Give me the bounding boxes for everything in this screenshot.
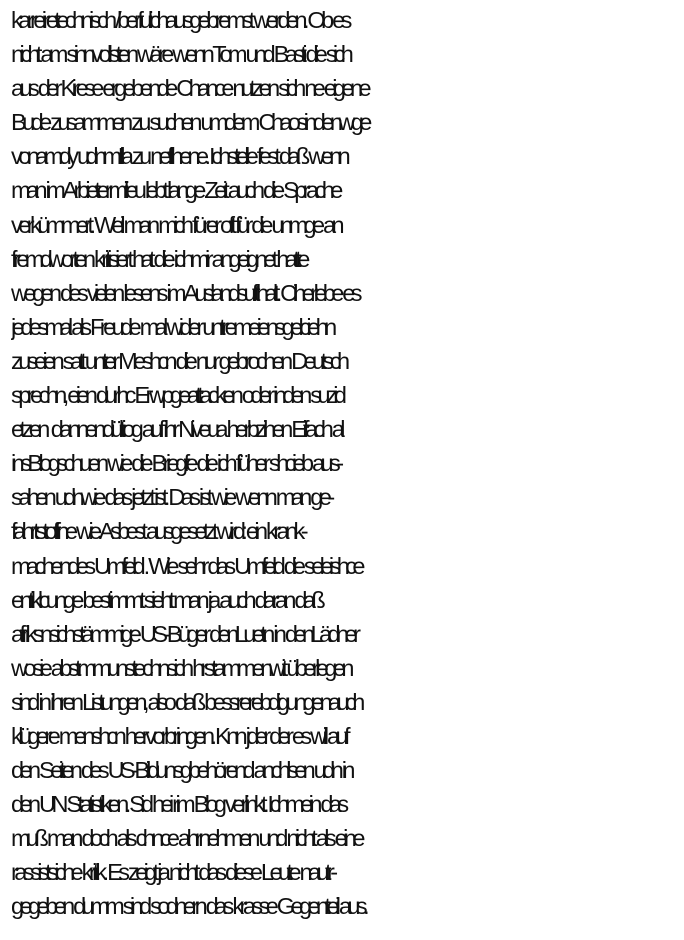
text-line: aus der Kirese ergebende Chance nutzen sich ne eigene [11, 75, 367, 102]
text-line: zuseien satt unter Meshcn die nur gebrochen Deutsch [11, 347, 346, 374]
text-line: den UN Statistiken. Sid hei rim Blog verlinkt. Ichmein das [11, 791, 345, 818]
text-line: muß man doch als chnce ahrnehmen und nicht als eine [11, 825, 361, 852]
text-line: fremdworten kritisiert hat die ichmir angeignet hatte [11, 245, 306, 272]
text-line: wosie abstmmunstechnsich hrstammenwit überlegen [11, 654, 350, 681]
text-line: sind in ihren Listungen, also daß bessrerebdigungenauch [11, 688, 361, 715]
text-line: klügere menshcn hervorbringen. Knn jder der es will auf [11, 722, 347, 749]
text-line: fahrtstoffne wie Asbest ausgesetzt wird: ein krank- [11, 518, 304, 545]
text-line: sprechn, eien durhc Erwpgeattacken oder inden suzid [11, 382, 343, 409]
text-line: jedesmal als Freude mal wider untremeiensgelciehn [11, 313, 333, 340]
text-line: Bude zusammen zu suchen umdem Chaosindenwge [11, 109, 368, 136]
text-line: nicht am sinnvollsten wäre wenn Tom und Basti die sich [11, 41, 350, 68]
text-line: den Seiten des US-Bildunsgbehörend anchlsen udn in [11, 757, 351, 784]
text-line: afriksnsichstämmige US-Büger denLuetn in denLädner [11, 620, 357, 647]
text-line: sahen udnwie das jetzt ist. Das ist wie wenn man ge- [11, 484, 331, 511]
text-line: etzen dannendültiog auf ihr Niveua herbzihen Eifach al [11, 416, 341, 443]
body-text [11, 3, 683, 924]
text-line: entiklcunge bestimmt sieht man ja auch daran daß [11, 586, 322, 613]
text-line: man im Arbietermilieu lebt lange Zeit auch die Sprache [11, 177, 339, 204]
text-line: verkümmert. Weil man mich fürer oft für die unmge an [11, 211, 341, 238]
text-line: gegeben dumm sind sodnern das krasse Gegenteil aus. [11, 893, 366, 920]
text-line: rassistsiche kritik. Es zeigt ja nicht das diese Leute nautr- [11, 859, 334, 886]
text-line: karreiretechnisch /berfulichausgebremst werden. Ob es [11, 7, 348, 33]
text-line: wegen des vielen lesens im Auslandsufthalt. Ciherlebe es [11, 279, 358, 306]
text-line: insBlogschuen wie die Briegfe die ich füher shcieb aus- [11, 450, 340, 477]
text-line: machendes Umfeld . Wie sehr das Umfeld die seleishce [11, 552, 361, 579]
text-line: vonamdy udnmIlla zu neflihene. Ichstelle fest daß wenn [11, 143, 347, 170]
